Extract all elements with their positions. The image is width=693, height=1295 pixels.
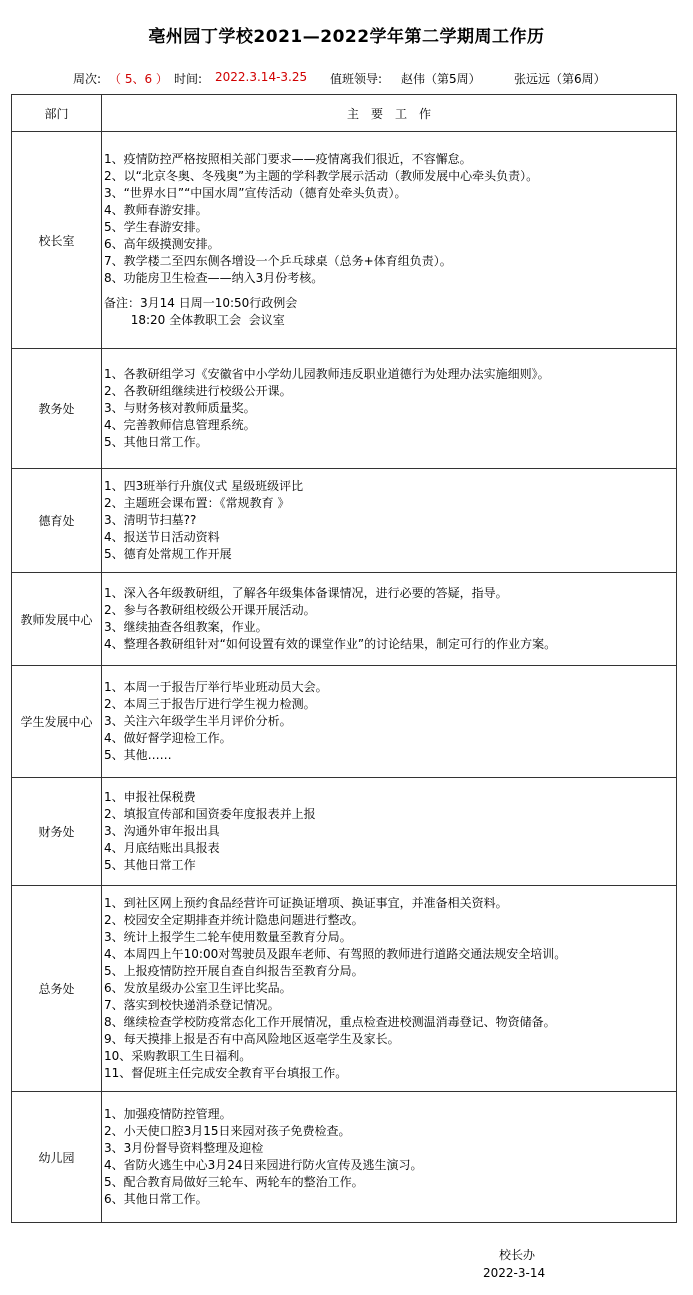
work-item: 3、“世界水日”“中国水周”宣传活动（德育处牵头负责）。 [104,186,407,200]
page-title: 亳州园丁学校2021—2022学年第二学期周工作历 [148,27,545,47]
work-item: 4、报送节日活动资料 [104,530,220,544]
work-item: 3、清明节扫墓?? [104,513,197,527]
work-item: 4、本周四上午10:00对驾驶员及跟车老师、有驾照的教师进行道路交通法规安全培训。 [104,947,567,961]
work-item: 1、深入各年级教研组，了解各年级集体备课情况，进行必要的答疑，指导。 [104,586,508,600]
week-label: 周次: [73,72,102,86]
work-cell [102,778,677,886]
table-header-row [12,95,677,132]
work-item: 7、落实到校快递消杀登记情况。 [104,998,280,1012]
table-row [12,132,677,349]
footer-date: 2022-3-14 [483,1266,546,1280]
work-item: 3、与财务核对教师质量奖。 [104,401,256,415]
work-cell [102,349,677,469]
table-row [12,778,677,886]
table-row [12,666,677,778]
work-item: 4、省防火逃生中心3月24日来园进行防火宣传及逃生演习。 [104,1158,423,1172]
work-cell [102,666,677,778]
work-item: 3、关注六年级学生半月评价分析。 [104,714,292,728]
work-item: 5、其他…… [104,748,172,762]
work-item: 4、月底结账出具报表 [104,841,220,855]
duty-label: 值班领导: [330,72,383,86]
table-row [12,573,677,666]
table-row [12,469,677,573]
work-item: 5、上报疫情防控开展自查自纠报告至教育分局。 [104,964,364,978]
work-item: 5、学生春游安排。 [104,220,208,234]
table-row [12,1092,677,1223]
work-item: 5、其他日常工作 [104,858,196,872]
work-item: 4、整理各教研组针对“如何设置有效的课堂作业”的讨论结果，制定可行的作业方案。 [104,637,557,651]
dept-cell: 德育处 [12,469,102,573]
dept-cell: 财务处 [12,778,102,886]
work-item: 10、采购教职工生日福利。 [104,1049,252,1063]
header-work: 主 要 工 作 [102,95,677,132]
table-row [12,349,677,469]
dept-cell: 教师发展中心 [12,573,102,666]
time-label: 时间: [174,72,203,86]
work-item: 11、督促班主任完成安全教育平台填报工作。 [104,1066,348,1080]
work-cell [102,469,677,573]
dept-cell: 幼儿园 [12,1092,102,1223]
work-item: 5、德育处常规工作开展 [104,547,232,561]
dept-cell: 学生发展中心 [12,666,102,778]
work-item: 2、填报宣传部和国资委年度报表并上报 [104,807,316,821]
time-value: 2022.3.14-3.25 [215,70,308,84]
work-item: 3、沟通外审年报出具 [104,824,220,838]
work-item: 1、疫情防控严格按照相关部门要求——疫情离我们很近，不容懈怠。 [104,152,472,166]
work-item: 1、四3班举行升旗仪式 星级班级评比 [104,479,304,493]
work-item: 2、以“北京冬奥、冬残奥”为主题的学科教学展示活动（教师发展中心牵头负责）。 [104,169,539,183]
work-item: 8、继续检查学校防疫常态化工作开展情况，重点检查进校测温消毒登记、物资储备。 [104,1015,556,1029]
work-item: 3、统计上报学生二轮车使用数量至教育分局。 [104,930,352,944]
work-item: 6、其他日常工作。 [104,1192,208,1206]
work-item: 5、其他日常工作。 [104,435,208,449]
work-cell [102,886,677,1092]
work-cell [102,132,677,349]
work-item: 4、教师春游安排。 [104,203,208,217]
work-item: 4、完善教师信息管理系统。 [104,418,256,432]
work-item: 4、做好督学迎检工作。 [104,731,232,745]
work-note: 备注：3月14 日周一10:50行政例会 18:20 全体教职工会 会议室 [104,296,298,327]
work-item: 2、本周三于报告厅进行学生视力检测。 [104,697,316,711]
work-item: 6、高年级摸测安排。 [104,237,220,251]
week-value: （ 5、6 ） [109,72,168,86]
work-item: 2、主题班会课布置：《常规教育 》 [104,496,290,510]
dept-cell: 校长室 [12,132,102,349]
work-item: 3、继续抽查各组教案，作业。 [104,620,268,634]
work-item: 2、各教研组继续进行校级公开课。 [104,384,292,398]
table-body [12,132,677,1223]
duty-leader-2: 张远远（第6周） [514,72,606,86]
work-item: 1、各教研组学习《安徽省中小学幼儿园教师违反职业道德行为处理办法实施细则》。 [104,367,550,381]
work-cell [102,1092,677,1223]
duty-leader-1: 赵伟（第5周） [401,72,481,86]
work-item: 6、发放星级办公室卫生评比奖品。 [104,981,292,995]
work-item: 2、小天使口腔3月15日来园对孩子免费检查。 [104,1124,351,1138]
work-item: 2、参与各教研组校级公开课开展活动。 [104,603,316,617]
work-item: 1、加强疫情防控管理。 [104,1107,232,1121]
work-item: 1、到社区网上预约食品经营许可证换证增项、换证事宜，并准备相关资料。 [104,896,508,910]
footer-office: 校长办 [499,1248,536,1262]
header-dept: 部门 [12,95,102,132]
dept-cell: 总务处 [12,886,102,1092]
work-cell [102,573,677,666]
dept-cell: 教务处 [12,349,102,469]
work-item: 1、申报社保税费 [104,790,196,804]
work-item: 1、本周一于报告厅举行毕业班动员大会。 [104,680,328,694]
work-item: 2、校园安全定期排查并统计隐患问题进行整改。 [104,913,364,927]
table-row [12,886,677,1092]
work-item: 3、3月份督导资料整理及迎检 [104,1141,264,1155]
work-calendar-table [11,94,677,1223]
work-item: 7、教学楼二至四东侧各增设一个乒乓球桌（总务+体育组负责）。 [104,254,452,268]
work-item: 9、每天摸排上报是否有中高风险地区返亳学生及家长。 [104,1032,400,1046]
work-item: 8、功能房卫生检查——纳入3月份考核。 [104,271,324,285]
work-item: 5、配合教育局做好三轮车、两轮车的整治工作。 [104,1175,364,1189]
